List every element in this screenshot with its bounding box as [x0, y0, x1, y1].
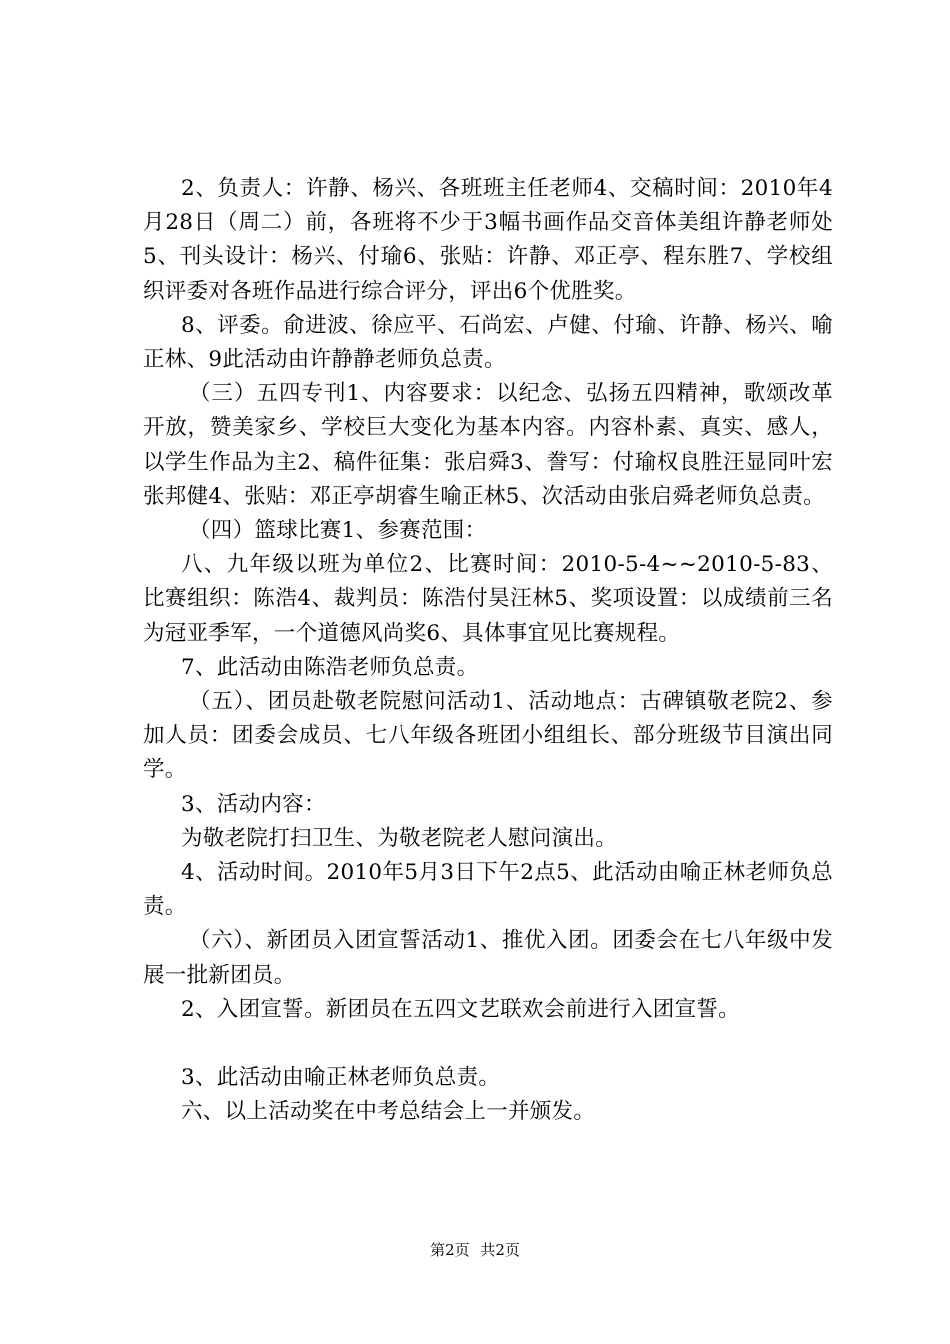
paragraph-11: （六）、新团员入团宣誓活动1、推优入团。团委会在七八年级中发展一批新团员。 — [143, 928, 833, 988]
document-body — [143, 172, 833, 1129]
paragraph-9: 为敬老院打扫卫生、为敬老院老人慰问演出。 — [181, 825, 618, 851]
page-number-current: 第2页 — [430, 1241, 470, 1259]
paragraph-8: 3、活动内容： — [181, 791, 326, 817]
paragraph-14: 六、以上活动奖在中考总结会上一并颁发。 — [181, 1099, 596, 1125]
page-footer — [0, 1240, 950, 1260]
paragraph-4: （四）篮球比赛1、参赛范围： — [189, 518, 487, 544]
paragraph-3: （三）五四专刊1、内容要求：以纪念、弘扬五四精神，歌颂改革开放，赞美家乡、学校巨大变化为基本内容。内容朴素、真实、感人，以学生作品为主2、稿件征集：张启舜3、誊写：付瑜权良胜汪显同叶宏张邦健4、张贴：邓正亭胡睿生喻正林5、次活动由张启舜老师负总责。 — [143, 381, 833, 509]
paragraph-2: 8、评委。俞进波、徐应平、石尚宏、卢健、付瑜、许静、杨兴、喻正林、9此活动由许静静老师负总责。 — [143, 312, 833, 373]
paragraph-13: 3、此活动由喻正林老师负总责。 — [181, 1065, 501, 1091]
paragraph-5: 八、九年级以班为单位2、比赛时间：2010-5-4~~2010-5-83、比赛组织：陈浩4、裁判员：陈浩付昊汪林5、奖项设置：以成绩前三名为冠亚季军，一个道德风尚奖6、具体事宜见比赛规程。 — [143, 552, 833, 646]
paragraph-6: 7、此活动由陈浩老师负总责。 — [181, 654, 479, 680]
page-number-total: 共2页 — [480, 1241, 520, 1259]
paragraph-1: 2、负责人：许静、杨兴、各班班主任老师4、交稿时间：2010年4月28日（周二）前，各班将不少于3幅书画作品交音体美组许静老师处5、刊头设计：杨兴、付瑜6、张贴：许静、邓正亭、程东胜7、学校组织评委对各班作品进行综合评分，评出6个优胜奖。 — [143, 176, 833, 304]
paragraph-7: （五）、团员赴敬老院慰问活动1、活动地点：古碑镇敬老院2、参加人员：团委会成员、七八年级各班团小组组长、部分班级节目演出同学。 — [143, 689, 833, 783]
paragraph-10: 4、活动时间。2010年5月3日下午2点5、此活动由喻正林老师负总责。 — [143, 860, 833, 920]
paragraph-12: 2、入团宣誓。新团员在五四文艺联欢会前进行入团宣誓。 — [181, 996, 740, 1022]
